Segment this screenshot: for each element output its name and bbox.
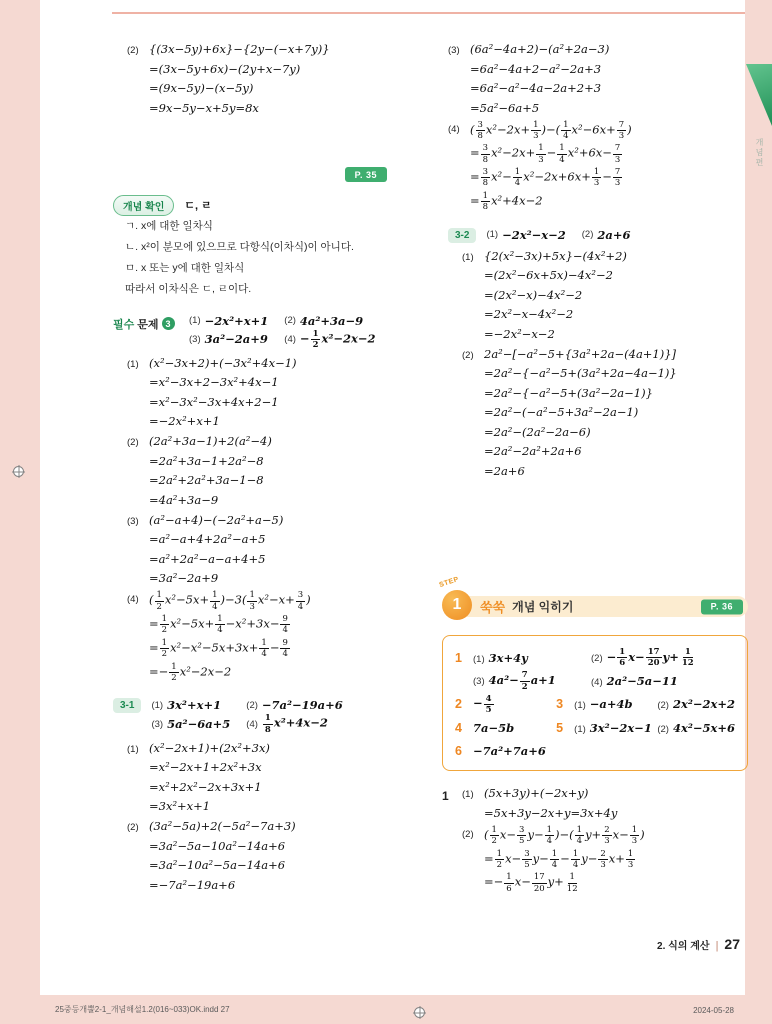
step-title-band [458,596,748,617]
header-rule [112,12,745,14]
step-section [438,576,748,896]
footer-separator: | [715,940,719,952]
solution-1: (1) (x²−2x+1)+(2x²+3x) =x²−2x+1+2x²+3x =x²+2x²−2x+3x+1 =3x²+x+1 [127,740,270,814]
solution-steps [462,248,748,480]
answer-number: 5 [556,720,564,735]
left-column [113,38,387,896]
solution-1: (1) {2(x²−3x)+5x}−(4x²+2) =(2x²−6x+5x)−4x²−2 =(2x²−x)−4x²−2 =2x²−x−4x²−2 =−2x²−x−2 [462,248,627,341]
solution-1: (1) (5x+3y)+(−2x+y) =5x+3y−2x+y=3x+4y [462,786,618,820]
worked-solution-1 [442,785,748,894]
page-margin-left [0,0,40,1024]
solution-4-continued: (4) ( $\frac{3}{8}$ x²−2x+ $\frac{1}{3}$ )−( $\frac{1}{4}$ x²−6x+ $\frac{7}{3}$ ) = $\frac{3}{8}$ x²−2x+ $\frac{1}{3}$ − $\frac{1}{4}$ x²+6x− $\frac{7}{3}$ = $\frac{3}{8}$ x²− $\frac{1}{4}$ x²−2x+6x+ $\frac{1}{3}$ − $\frac{7}{3}$ = $\frac{1}{8}$ x²+4x−2 [448,119,632,213]
right-column-top [448,38,748,482]
explanation-line: ㄱ. x에 대한 일차식 [125,219,213,232]
required-problem-label: 필수 문제 3 [113,314,189,332]
solution-3: (3) (a²−a+4)−(−2a²+a−5) =a²−a+4+2a²−a+5 =a²+2a²−a−a+4+5 =3a²−2a+9 [127,512,284,586]
solution-steps [127,355,387,684]
answer-number: 2 [455,697,462,712]
chapter-title: 2. 식의 계산 [657,941,710,952]
page-ref-row [113,165,387,183]
print-date: 2024-05-28 [693,1006,734,1015]
solution-4: (4) ( $\frac{1}{2}$ x²−5x+ $\frac{1}{4}$ )−3( $\frac{1}{3}$ x²−x+ $\frac{3}{4}$ ) = $\frac{1}{2}$ x²−5x+ $\frac{1}{4}$ −x²+3x− $\frac{9}{4}$ = $\frac{1}{2}$ x²−x²−5x+3x+ $\frac{1}{4}$ − $\frac{9}{4}$ =− $\frac{1}{2}$ x²−2x−2 [127,590,311,684]
math-line: =9x−5y−x+5y=8x [149,100,259,115]
step-title-accent: 쑥쑥 [480,600,506,615]
solution-2: (2) (3a²−5a)+2(−5a²−7a+3) =3a²−5a−10a²−14a+6 =3a²−10a²−5a−14a+6 =−7a²−19a+6 [127,819,296,892]
explanation-line: ㄴ. x²이 분모에 있으므로 다항식(이차식)이 아니다. [125,240,354,253]
problem-number-badge: 3 [162,317,175,330]
print-filename: 25중등개뿔2-1_개념해설1.2(016~033)OK.indd 27 [55,1005,230,1014]
solution-steps [127,740,387,894]
problem-number: 1 [442,789,449,804]
concept-check-label: 개념 확인 [113,195,174,216]
solution-2: (2) ( $\frac{1}{2}$ x− $\frac{3}{5}$ y− $\frac{1}{4}$ )−( $\frac{1}{4}$ y+ $\frac{2}{3}$ x− $\frac{1}{3}$ ) = $\frac{1}{2}$ x− $\frac{3}{5}$ y− $\frac{1}{4}$ − $\frac{1}{4}$ y− $\frac{2}{3}$ x+ $\frac{1}{3}$ =− $\frac{1}{6}$ x− $\frac{17}{20}$ y+ $\frac{1}{12}$ [462,824,645,894]
problem-3-2-header [448,228,748,243]
step-number-badge: 1 [442,590,472,620]
answer-number: 4 [455,720,462,735]
answer-grid: (1) −2x²−x−2 (2) 2a+6 [486,227,631,242]
registration-mark-icon [13,466,24,477]
answer-number: 6 [455,743,462,758]
problem-tag-3-1: 3-1 [113,698,141,713]
step-word: STEP [438,576,460,589]
math-line: {(3x−5y)+6x}−{2y−(−x+7y)} [149,42,330,56]
explanation-line: ㅁ. x 또는 y에 대한 일차식 [125,261,245,274]
answer-grid: (1) 3x²+x+1 (2) −7a²−19a+6 (3) 5a²−6a+5 (4) $\frac{1}{8}$ x²+4x−2 [151,698,343,735]
answer-number: 3 [556,697,564,712]
step-header [438,576,748,626]
carryover-solution-2 [127,41,387,117]
page-ref-badge-p36: P. 36 [701,599,743,614]
solution-1: (1) (x²−3x+2)+(−3x²+4x−1) =x²−3x+2−3x²+4x−1 =x²−3x²−3x+4x+2−1 =−2x²+x+1 [127,355,297,429]
math-line: =(3x−5y+6x)−(2y+x−7y) [149,61,301,76]
item-label: (2) [127,45,139,56]
answer-grid: (1) −2x²+x+1 (2) 4a²+3a−9 (3) 3a²−2a+9 (4) − $\frac{1}{2}$ x²−2x−2 [189,313,376,350]
solution-2: (2) (2a²+3a−1)+2(a²−4) =2a²+3a−1+2a²−8 =2a²+2a²+3a−1−8 =4a²+3a−9 [127,434,272,507]
answer-number: 1 [455,650,462,665]
solution-2: (2) 2a²−[−a²−5+{3a²+2a−(4a+1)}] =2a²−{−a²−5+(3a²+2a−4a−1)} =2a²−{−a²−5+(3a²−2a−1)} =2a²−(−a²−5+3a²−2a−1) =2a²−(2a²−2a−6) =2a²−2a²+2a+6 =2a+6 [462,346,677,478]
math-line: =(9x−5y)−(x−5y) [149,81,254,95]
required-problem-3-block [113,314,387,684]
page-footer [657,936,740,952]
problem-tag-3-2: 3-2 [448,228,476,243]
solution-3-continued: (3) (6a²−4a+2)−(a²+2a−3) =6a²−4a+2−a²−2a+3 =6a²−a²−4a−2a+2+3 =5a²−6a+5 [448,42,610,115]
page-number: 27 [724,936,740,952]
edge-tab-label: 개념편 [755,138,764,168]
problem-3-1-header [113,698,387,734]
explanation-line: 따라서 이차식은 ㄷ, ㄹ이다. [125,282,252,295]
concept-check-header [113,195,387,216]
problem-3-2-block [448,228,748,480]
registration-mark-icon [414,1007,425,1018]
page-ref-badge-p35: P. 35 [345,167,387,182]
step-title: 개념 익히기 [512,600,574,614]
answer-summary-box: 1 (1) 3x+4y (2) − $\frac{1}{6}$ x− $\frac{17}{20}$ y+ $\frac{1}{12}$ (3) 4a²− $\frac{7}{2}$ a+1 (4) 2a²−5a−11 2 − $\frac{4}{5}$ 3 (1) −a+4b (2) 2x²−2x+2 4 7a−5b 5 (1) 3x²−2x−1 (2) 4x²−5x+6 6 −7a²+7a+6 [442,635,748,771]
concept-check-block [113,195,387,300]
concept-check-answer: ㄷ, ㄹ [184,200,212,212]
problem-3-1-block [113,698,387,893]
required-problem-header [113,314,387,350]
